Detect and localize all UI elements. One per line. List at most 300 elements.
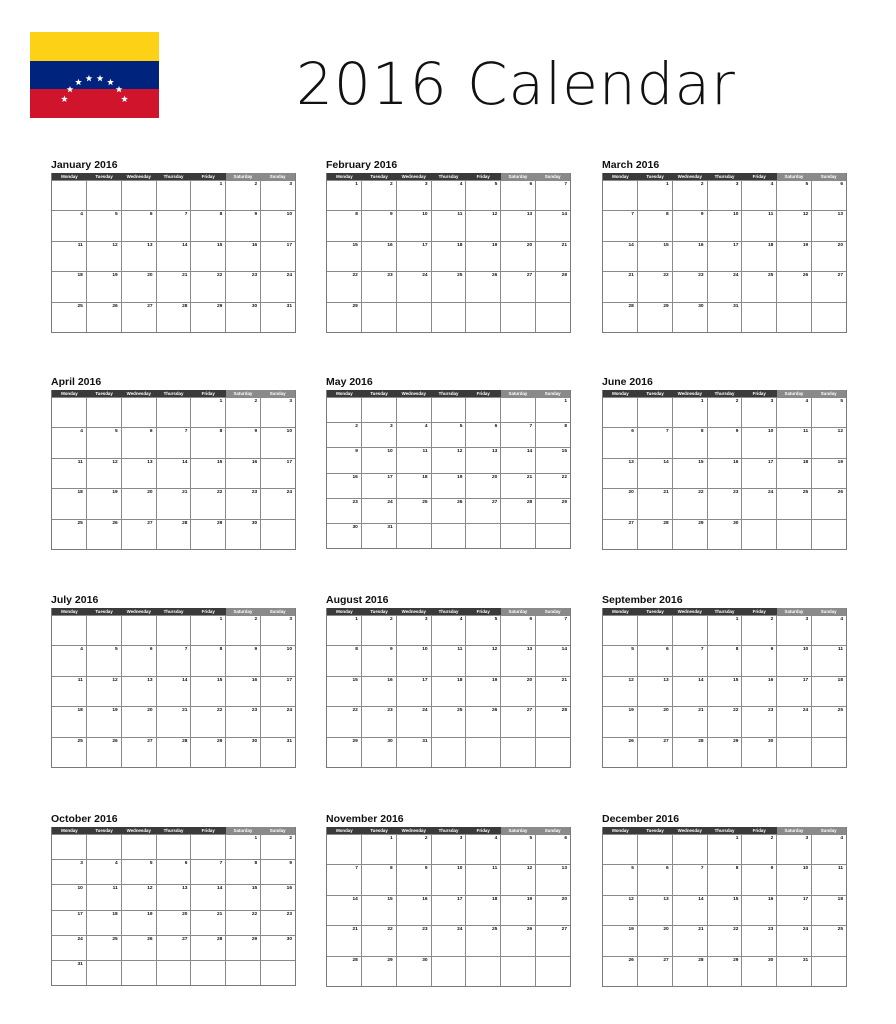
day-cell <box>708 864 743 894</box>
day-cell <box>432 615 467 645</box>
day-cell <box>191 884 226 909</box>
day-cell <box>603 706 638 736</box>
week-row <box>603 458 846 488</box>
day-cell <box>708 706 743 736</box>
month-title: January 2016 <box>51 159 118 171</box>
day-number: 30 <box>422 957 428 963</box>
day-cell <box>812 925 846 955</box>
day-cell <box>191 676 226 706</box>
day-cell <box>226 960 261 985</box>
day-number: 25 <box>837 927 844 933</box>
day-cell <box>638 241 673 271</box>
day-number: 31 <box>387 524 393 530</box>
day-number: 9 <box>254 647 258 653</box>
day-cell <box>226 397 261 427</box>
day-cell <box>397 706 432 736</box>
day-cell <box>191 210 226 240</box>
week-row <box>603 271 846 301</box>
day-number: 23 <box>422 927 428 933</box>
day-number: 12 <box>802 212 809 218</box>
day-cell <box>122 180 157 210</box>
day-cell <box>777 180 812 210</box>
day-cell <box>603 519 638 549</box>
day-number: 2 <box>254 182 258 187</box>
day-cell <box>638 864 673 894</box>
day-cell <box>261 645 295 675</box>
day-number: 18 <box>422 474 428 480</box>
day-number: 12 <box>147 886 153 892</box>
day-cell <box>397 676 432 706</box>
weekday-header <box>52 608 295 615</box>
day-number: 2 <box>390 182 393 187</box>
day-number: 17 <box>286 242 293 248</box>
day-number: 15 <box>251 886 258 892</box>
day-number: 24 <box>77 936 83 942</box>
weekday-label: Wednesday <box>672 173 707 180</box>
day-cell <box>191 458 226 488</box>
weekday-label: Thursday <box>707 827 742 834</box>
day-number: 12 <box>628 896 634 902</box>
day-number: 30 <box>698 303 704 309</box>
day-cell <box>603 302 638 332</box>
day-cell <box>777 519 812 549</box>
month-title: July 2016 <box>51 594 99 606</box>
day-number: 17 <box>286 677 293 683</box>
day-number: 18 <box>457 242 463 248</box>
day-cell <box>742 397 777 427</box>
day-cell <box>812 737 846 767</box>
day-cell <box>812 519 846 549</box>
day-cell <box>466 895 501 925</box>
weekday-label: Sunday <box>260 608 295 615</box>
day-number: 29 <box>663 303 669 309</box>
day-cell <box>708 956 743 986</box>
month-title: October 2016 <box>51 813 118 825</box>
day-cell <box>638 956 673 986</box>
week-row <box>52 271 295 301</box>
day-cell <box>122 676 157 706</box>
day-cell <box>226 271 261 301</box>
day-number: 13 <box>837 212 844 218</box>
day-cell <box>673 895 708 925</box>
day-number: 2 <box>700 182 704 187</box>
day-number: 3 <box>770 399 774 404</box>
day-number: 23 <box>387 708 393 714</box>
day-number: 15 <box>561 449 568 455</box>
weekday-label: Thursday <box>707 173 742 180</box>
weekday-label: Sunday <box>260 390 295 397</box>
day-number: 16 <box>733 459 739 465</box>
day-number: 4 <box>459 617 463 622</box>
day-cell <box>432 498 467 523</box>
day-number: 22 <box>216 273 223 279</box>
day-cell <box>362 925 397 955</box>
day-number: 21 <box>526 474 533 480</box>
day-number: 3 <box>80 861 83 867</box>
day-cell <box>362 180 397 210</box>
day-cell <box>87 427 122 457</box>
day-number: 14 <box>526 449 533 455</box>
week-row <box>327 523 570 548</box>
day-number: 8 <box>564 424 568 430</box>
day-cell <box>638 397 673 427</box>
day-number: 5 <box>149 861 153 867</box>
weekday-label: Sunday <box>811 173 846 180</box>
week-row <box>603 241 846 271</box>
day-cell <box>397 302 432 332</box>
day-number: 19 <box>628 927 634 933</box>
day-number: 3 <box>289 182 293 187</box>
day-number: 3 <box>459 836 463 841</box>
weekday-label: Tuesday <box>87 827 122 834</box>
week-row <box>327 925 570 955</box>
day-cell <box>191 427 226 457</box>
day-cell <box>777 210 812 240</box>
day-number: 22 <box>352 273 358 279</box>
month-grid <box>326 173 571 333</box>
week-row <box>52 859 295 884</box>
day-cell <box>122 427 157 457</box>
day-cell <box>673 458 708 488</box>
weekday-label: Monday <box>603 173 638 180</box>
day-cell <box>122 519 157 549</box>
day-cell <box>327 241 362 271</box>
day-cell <box>226 910 261 935</box>
day-cell <box>742 519 777 549</box>
day-cell <box>742 458 777 488</box>
day-number: 15 <box>216 242 223 248</box>
day-cell <box>501 422 536 447</box>
day-number: 4 <box>494 836 498 841</box>
day-cell <box>742 488 777 518</box>
day-number: 3 <box>390 424 393 430</box>
day-cell <box>603 488 638 518</box>
weekday-label: Wednesday <box>121 173 156 180</box>
weekday-label: Thursday <box>431 173 466 180</box>
day-number: 16 <box>251 242 258 248</box>
day-cell <box>226 427 261 457</box>
day-cell <box>812 488 846 518</box>
day-number: 22 <box>216 490 223 496</box>
weekday-label: Wednesday <box>672 390 707 397</box>
day-number: 24 <box>422 273 428 279</box>
day-number: 3 <box>805 836 809 841</box>
day-cell <box>742 676 777 706</box>
day-cell <box>122 706 157 736</box>
day-cell <box>397 864 432 894</box>
day-cell <box>327 397 362 422</box>
day-number: 19 <box>112 490 118 496</box>
week-row <box>52 397 295 427</box>
day-number: 30 <box>767 738 774 744</box>
day-number: 29 <box>251 936 258 942</box>
day-number: 21 <box>216 911 223 917</box>
day-number: 14 <box>698 677 704 683</box>
day-number: 19 <box>147 911 153 917</box>
day-cell <box>638 706 673 736</box>
day-cell <box>87 210 122 240</box>
weekday-label: Friday <box>466 827 501 834</box>
weekday-header <box>603 827 846 834</box>
day-number: 9 <box>289 861 293 867</box>
day-number: 7 <box>564 182 568 187</box>
day-cell <box>812 210 846 240</box>
flag-star-icon <box>121 95 128 102</box>
weekday-label: Friday <box>466 608 501 615</box>
day-number: 20 <box>491 474 498 480</box>
day-number: 18 <box>77 708 83 714</box>
weekday-label: Thursday <box>156 608 191 615</box>
day-number: 21 <box>628 273 634 279</box>
day-cell <box>536 676 570 706</box>
day-cell <box>157 519 192 549</box>
day-cell <box>603 645 638 675</box>
day-number: 13 <box>147 459 153 465</box>
day-number: 20 <box>837 242 844 248</box>
day-cell <box>673 676 708 706</box>
day-cell <box>362 397 397 422</box>
day-cell <box>638 180 673 210</box>
month-february <box>326 158 571 333</box>
month-title: May 2016 <box>326 376 373 388</box>
day-number: 4 <box>424 424 428 430</box>
day-cell <box>708 271 743 301</box>
week-row <box>52 935 295 960</box>
week-row <box>603 956 846 986</box>
day-cell <box>157 676 192 706</box>
day-cell <box>52 397 87 427</box>
weekday-label: Friday <box>466 173 501 180</box>
day-number: 28 <box>561 273 568 279</box>
day-number: 25 <box>457 273 463 279</box>
day-number: 15 <box>698 459 704 465</box>
day-number: 1 <box>254 836 258 841</box>
day-cell <box>501 498 536 523</box>
day-number: 13 <box>663 896 669 902</box>
week-row <box>327 645 570 675</box>
day-number: 1 <box>735 617 739 622</box>
day-cell <box>501 864 536 894</box>
day-cell <box>501 302 536 332</box>
day-cell <box>673 241 708 271</box>
day-number: 13 <box>147 677 153 683</box>
day-number: 20 <box>663 927 669 933</box>
day-number: 17 <box>422 677 428 683</box>
day-number: 30 <box>251 738 258 744</box>
day-cell <box>432 271 467 301</box>
day-cell <box>536 645 570 675</box>
day-number: 15 <box>733 896 739 902</box>
day-cell <box>812 241 846 271</box>
day-number: 14 <box>561 212 568 218</box>
day-cell <box>466 422 501 447</box>
day-cell <box>122 935 157 960</box>
day-number: 26 <box>457 499 463 505</box>
day-number: 26 <box>491 708 498 714</box>
day-number: 17 <box>802 677 809 683</box>
day-cell <box>157 645 192 675</box>
day-cell <box>708 488 743 518</box>
weekday-label: Saturday <box>226 390 261 397</box>
day-cell <box>87 180 122 210</box>
day-number: 18 <box>837 677 844 683</box>
day-number: 9 <box>390 212 393 218</box>
day-cell <box>397 473 432 498</box>
day-number: 25 <box>422 499 428 505</box>
day-number: 11 <box>837 647 844 653</box>
weekday-label: Monday <box>327 390 362 397</box>
day-number: 27 <box>526 708 533 714</box>
day-cell <box>501 447 536 472</box>
week-row <box>327 473 570 498</box>
day-number: 20 <box>147 273 153 279</box>
day-number: 25 <box>802 490 809 496</box>
day-number: 21 <box>561 242 568 248</box>
day-cell <box>536 615 570 645</box>
day-cell <box>501 645 536 675</box>
day-number: 25 <box>112 936 118 942</box>
weekday-label: Saturday <box>501 390 536 397</box>
day-cell <box>122 645 157 675</box>
page-title: 2016 Calendar <box>296 50 736 118</box>
day-cell <box>157 210 192 240</box>
day-number: 5 <box>840 399 844 404</box>
day-cell <box>466 523 501 548</box>
day-cell <box>501 676 536 706</box>
day-number: 11 <box>112 886 118 892</box>
day-number: 2 <box>289 836 293 841</box>
day-cell <box>742 925 777 955</box>
day-cell <box>777 302 812 332</box>
week-row <box>327 447 570 472</box>
day-cell <box>87 241 122 271</box>
day-cell <box>501 706 536 736</box>
day-cell <box>191 241 226 271</box>
weekday-label: Wednesday <box>396 173 431 180</box>
day-number: 8 <box>390 866 393 872</box>
day-cell <box>536 447 570 472</box>
day-number: 28 <box>352 957 358 963</box>
weekday-label: Sunday <box>811 390 846 397</box>
weekday-label: Wednesday <box>121 827 156 834</box>
day-number: 10 <box>77 886 83 892</box>
day-cell <box>157 706 192 736</box>
day-cell <box>157 180 192 210</box>
day-cell <box>327 706 362 736</box>
day-cell <box>812 302 846 332</box>
day-cell <box>122 859 157 884</box>
day-cell <box>226 458 261 488</box>
day-number: 22 <box>352 708 358 714</box>
week-row <box>52 706 295 736</box>
day-number: 30 <box>251 520 258 526</box>
day-number: 30 <box>387 738 393 744</box>
day-cell <box>638 519 673 549</box>
week-row <box>52 302 295 332</box>
month-grid <box>602 390 847 550</box>
day-cell <box>501 241 536 271</box>
day-number: 4 <box>459 182 463 187</box>
day-cell <box>327 956 362 986</box>
day-cell <box>226 180 261 210</box>
weekday-header <box>52 827 295 834</box>
day-cell <box>501 180 536 210</box>
weekday-label: Thursday <box>431 827 466 834</box>
day-cell <box>501 397 536 422</box>
day-cell <box>87 935 122 960</box>
day-number: 24 <box>733 273 739 279</box>
weekday-label: Wednesday <box>396 608 431 615</box>
day-number: 27 <box>526 273 533 279</box>
day-cell <box>157 271 192 301</box>
week-row <box>603 676 846 706</box>
day-cell <box>52 645 87 675</box>
day-cell <box>432 241 467 271</box>
week-row <box>52 241 295 271</box>
day-number: 28 <box>182 520 188 526</box>
month-title: August 2016 <box>326 594 389 606</box>
day-cell <box>466 498 501 523</box>
day-cell <box>226 241 261 271</box>
day-cell <box>777 956 812 986</box>
day-cell <box>708 645 743 675</box>
day-number: 14 <box>352 896 358 902</box>
day-number: 13 <box>561 866 568 872</box>
weekday-label: Tuesday <box>362 390 397 397</box>
day-number: 29 <box>352 738 358 744</box>
day-cell <box>397 895 432 925</box>
day-cell <box>157 615 192 645</box>
month-march <box>602 158 847 333</box>
day-cell <box>327 925 362 955</box>
day-cell <box>673 180 708 210</box>
weekday-label: Wednesday <box>121 608 156 615</box>
day-cell <box>742 895 777 925</box>
week-row <box>603 864 846 894</box>
day-number: 18 <box>457 677 463 683</box>
day-cell <box>708 427 743 457</box>
weekday-label: Tuesday <box>638 827 673 834</box>
day-number: 8 <box>355 647 358 653</box>
day-number: 3 <box>289 617 293 622</box>
day-cell <box>673 925 708 955</box>
day-number: 6 <box>666 647 669 653</box>
weekday-label: Saturday <box>777 608 812 615</box>
day-cell <box>742 180 777 210</box>
day-cell <box>742 834 777 864</box>
month-grid <box>326 827 571 987</box>
day-cell <box>52 488 87 518</box>
week-row <box>327 271 570 301</box>
day-cell <box>52 910 87 935</box>
day-cell <box>812 615 846 645</box>
day-cell <box>261 271 295 301</box>
day-cell <box>261 834 295 859</box>
weekday-header <box>52 173 295 180</box>
day-cell <box>87 488 122 518</box>
day-cell <box>261 427 295 457</box>
week-row <box>327 956 570 986</box>
day-number: 19 <box>112 708 118 714</box>
day-cell <box>501 956 536 986</box>
week-row <box>52 427 295 457</box>
day-cell <box>87 737 122 767</box>
day-number: 9 <box>770 647 774 653</box>
day-number: 4 <box>770 182 774 187</box>
day-cell <box>362 498 397 523</box>
day-cell <box>603 676 638 706</box>
day-cell <box>122 834 157 859</box>
